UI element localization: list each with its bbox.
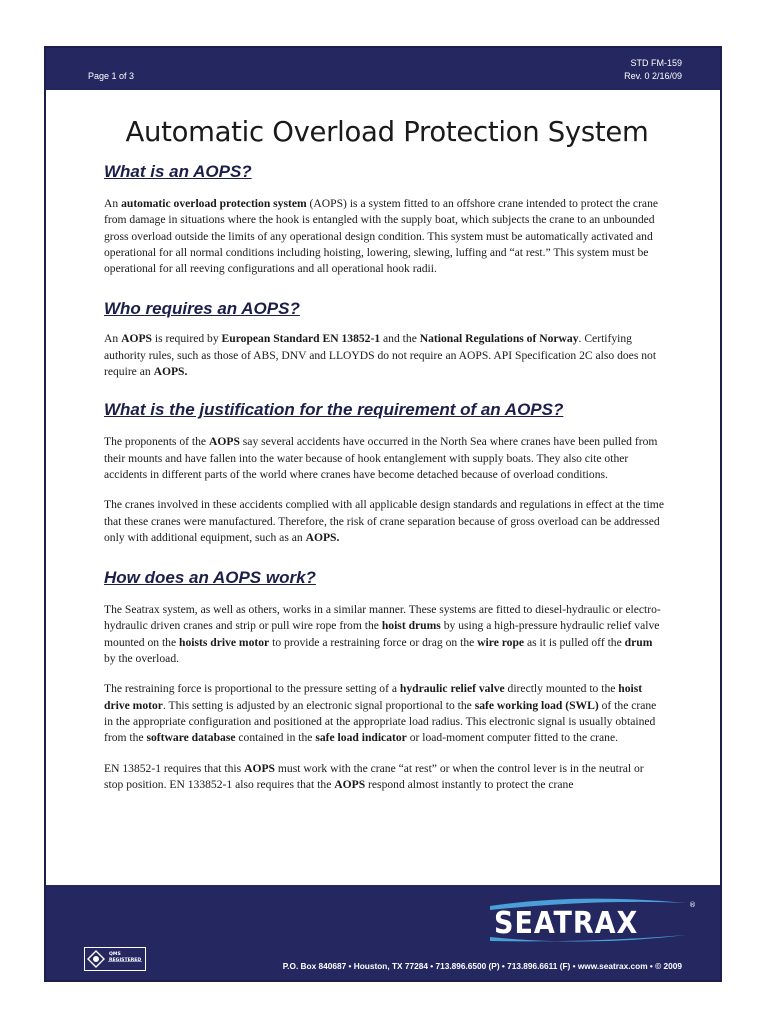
bold-term: hoists drive motor	[179, 635, 270, 649]
revision-label: Rev. 0 2/16/09	[624, 71, 682, 81]
bold-term: National Regulations of Norway	[419, 332, 579, 346]
registered-mark: ®	[689, 901, 696, 909]
section-heading: How does an AOPS work?	[104, 568, 316, 588]
bold-term: safe load indicator	[315, 731, 407, 745]
bold-term: hoist drums	[381, 619, 441, 633]
bold-term: software database	[146, 731, 236, 745]
section-heading: What is the justification for the requirement of an AOPS?	[104, 400, 564, 420]
section-heading: Who requires an AOPS?	[104, 299, 300, 319]
paragraph: An AOPS is required by European Standard EN 13852-1 and the National Regulations of Norway. Certifying authority rules, such as those of ABS, DNV and LLOYDS do not require an AOPS. API Specification 2C also does not require an AOPS.	[104, 332, 657, 379]
footer-contact-info: P.O. Box 840687 • Houston, TX 77284 • 713.896.6500 (P) • 713.896.6611 (F) • www.seatrax.com • © 2009	[282, 961, 682, 971]
document-code: STD FM-159	[630, 58, 682, 68]
logo-wordmark: SEATRAX	[494, 906, 639, 941]
bold-term: AOPS.	[305, 530, 340, 544]
bold-term: AOPS	[121, 332, 152, 346]
header-bar	[46, 48, 720, 90]
document-page	[44, 46, 722, 982]
paragraph: The proponents of the AOPS say several accidents have occurred in the North Sea where cranes have been pulled from their mounts and have fallen into the water because of hook entanglement with supply boats. They also cite other accidents in different parts of the world where cranes have become detached because of overload conditions.	[104, 435, 658, 481]
bold-term: European Standard EN 13852-1	[221, 332, 381, 346]
paragraph: The restraining force is proportional to the pressure setting of a hydraulic relief valve directly mounted to the hoist drive motor. This setting is adjusted by an electronic signal proportional to the safe working load (SWL) of the crane in the appropriate configuration and positioned at the appropriate load radius. This electronic signal is usually obtained from the software database contained in the safe load indicator or load-moment computer fitted to the crane.	[104, 682, 657, 745]
paragraph: The Seatrax system, as well as others, works in a similar manner. These systems are fitted to diesel-hydraulic or electro-hydraulic driven cranes and strip or pull wire rope from the hoist drums by using a high-pressure hydraulic relief valve mounted on the hoists drive motor to provide a restraining force or drag on the wire rope as it is pulled off the drum by the overload.	[104, 603, 661, 666]
paragraph: EN 13852-1 requires that this AOPS must work with the crane “at rest” or when the control lever is in the neutral or stop position. EN 133852-1 also requires that the AOPS respond almost instantly to protect the crane	[104, 761, 644, 791]
bold-term: hydraulic relief valve	[399, 682, 505, 696]
document-body	[104, 108, 664, 793]
document-code-block	[624, 57, 682, 83]
section-heading: What is an AOPS?	[104, 162, 252, 181]
document-title: Automatic Overload Protection System	[125, 116, 649, 148]
bold-term: drum	[624, 635, 653, 649]
bold-term: AOPS	[244, 761, 275, 775]
bold-term: AOPS.	[153, 365, 188, 379]
bold-term: hoist drive motor	[104, 682, 643, 712]
page-number: Page 1 of 3	[88, 71, 135, 81]
paragraph: The cranes involved in these accidents complied with all applicable design standards and regulations in effect at the time that these cranes were manufactured. Therefore, the risk of crane separation because of gross overload can be addressed only with additional equipment, such as an AOPS.	[104, 498, 664, 544]
bold-term: AOPS	[208, 435, 240, 449]
paragraph: An automatic overload protection system (AOPS) is a system fitted to an offshore crane intended to protect the crane from damage in situations where the hook is entangled with the supply boat, which subjects the crane to an unbounded gross overload outside the limits of any operational design condition. This system must be automatically activated and operational for all normal conditions including hoisting, lowering, slewing, luffing and “at rest.” This system must be operational for all reeving configurations and all operational hook radii.	[104, 197, 659, 276]
qms-registered-badge	[84, 947, 146, 976]
footer-bar	[46, 885, 720, 980]
bold-term: automatic overload protection system	[121, 197, 307, 210]
qms-badge-text: QMS REGISTERED	[109, 952, 142, 963]
bold-term: AOPS	[334, 777, 366, 791]
seatrax-logo	[490, 899, 696, 945]
bold-term: wire rope	[477, 635, 525, 649]
bold-term: safe working load (SWL)	[474, 698, 599, 712]
